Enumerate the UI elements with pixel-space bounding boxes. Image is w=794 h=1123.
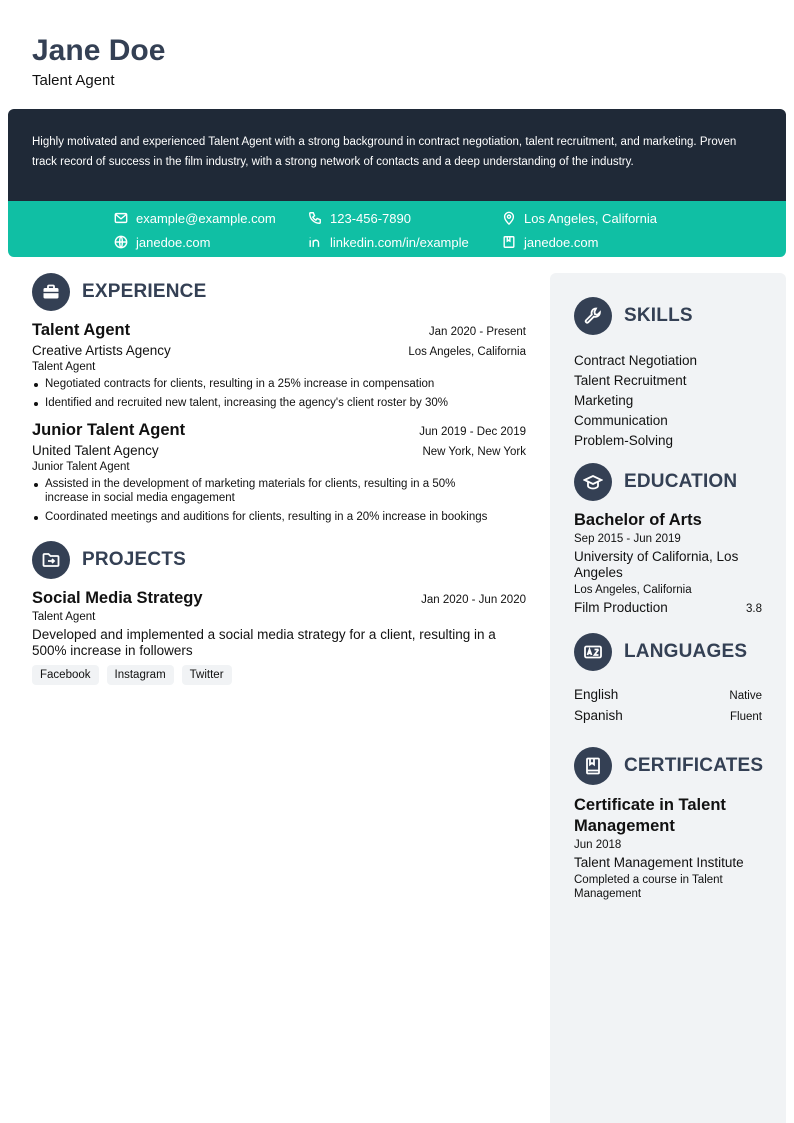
job-date: Jun 2019 - Dec 2019 <box>419 426 526 438</box>
skills-section-title: SKILLS <box>624 305 693 326</box>
project-tag: Twitter <box>182 665 232 685</box>
language-item <box>574 706 762 727</box>
experience-section-header <box>32 273 526 311</box>
contact-phone-text: 123-456-7890 <box>330 210 411 226</box>
education-field: Film Production <box>574 600 668 615</box>
project-tag: Facebook <box>32 665 99 685</box>
job-date: Jan 2020 - Present <box>428 326 526 338</box>
skill-item: Communication <box>574 413 668 428</box>
projects-section-title: PROJECTS <box>82 549 187 570</box>
job-bullet: Negotiated contracts for clients, resulting in a 25% increase in compensation <box>32 377 526 391</box>
skills-list <box>574 351 762 451</box>
wrench-icon <box>574 297 612 335</box>
contact-linkedin-text: linkedin.com/in/example <box>330 234 469 250</box>
job-bullet: Coordinated meetings and auditions for clients, resulting in a 20% increase in bookings <box>32 510 496 524</box>
project-role: Talent Agent <box>32 611 96 623</box>
project-title: Social Media Strategy <box>32 589 203 607</box>
mail-icon <box>114 211 128 225</box>
summary-text: Highly motivated and experienced Talent Agent with a strong background in contract negotiation, talent recruitment, and marketing. Proven track record of success in the film industry, with a strong network of contacts and a deep understanding of the industry. <box>32 136 737 168</box>
skill-item: Problem-Solving <box>574 433 674 448</box>
bookmark-book-icon <box>502 235 516 249</box>
job-bullets <box>32 477 496 524</box>
summary-panel <box>8 109 786 201</box>
certificate-issuer: Talent Management Institute <box>574 855 744 870</box>
skill-item: Marketing <box>574 393 634 408</box>
experience-entry <box>32 421 526 524</box>
contact-website[interactable] <box>114 233 210 251</box>
project-tags <box>32 665 526 685</box>
education-date: Sep 2015 - Jun 2019 <box>574 533 681 545</box>
briefcase-icon <box>32 273 70 311</box>
certificates-section-header <box>574 747 762 785</box>
globe-icon <box>114 235 128 249</box>
contact-phone[interactable] <box>308 209 411 227</box>
language-name: English <box>574 687 619 702</box>
contact-email[interactable] <box>114 209 276 227</box>
education-school: University of California, Los Angeles <box>574 549 739 580</box>
translate-icon <box>574 633 612 671</box>
education-section-title: EDUCATION <box>624 471 738 492</box>
contact-website-text: janedoe.com <box>136 234 211 250</box>
sidebar-column <box>550 273 786 1123</box>
map-pin-icon <box>502 211 516 225</box>
contact-location-text: Los Angeles, California <box>524 210 657 226</box>
job-bullet: Assisted in the development of marketing materials for clients, resulting in a 50% increase in social media engagement <box>32 477 496 505</box>
certificate-title: Certificate in Talent Management <box>574 796 726 835</box>
language-level: Native <box>729 690 762 702</box>
certificate-entry <box>574 795 762 901</box>
experience-section-title: EXPERIENCE <box>82 281 207 302</box>
folder-icon <box>32 541 70 579</box>
job-location: New York, New York <box>422 446 526 458</box>
languages-list <box>574 685 762 727</box>
skill-item: Talent Recruitment <box>574 373 687 388</box>
education-degree: Bachelor of Arts <box>574 511 702 529</box>
contact-portfolio[interactable] <box>502 233 598 251</box>
language-level: Fluent <box>730 711 762 723</box>
job-bullets <box>32 377 526 410</box>
resume-header <box>32 32 165 90</box>
certificate-date: Jun 2018 <box>574 839 622 851</box>
certificate-book-icon <box>574 747 612 785</box>
job-bullet: Identified and recruited new talent, increasing the agency's client roster by 30% <box>32 396 526 410</box>
languages-section-header <box>574 633 762 671</box>
education-entry <box>574 511 762 615</box>
education-gpa: 3.8 <box>746 603 762 615</box>
contact-email-text: example@example.com <box>136 210 276 226</box>
candidate-title: Talent Agent <box>32 72 115 89</box>
graduation-cap-icon <box>574 463 612 501</box>
contact-portfolio-text: janedoe.com <box>524 234 599 250</box>
projects-section-header <box>32 541 526 579</box>
language-name: Spanish <box>574 708 623 723</box>
job-company: United Talent Agency <box>32 443 159 458</box>
project-date: Jan 2020 - Jun 2020 <box>421 594 526 606</box>
education-section-header <box>574 463 762 501</box>
project-entry <box>32 589 526 685</box>
phone-icon <box>308 211 322 225</box>
project-tag: Instagram <box>107 665 174 685</box>
education-location: Los Angeles, California <box>574 584 692 596</box>
job-title: Junior Talent Agent <box>32 421 186 439</box>
job-company: Creative Artists Agency <box>32 343 171 358</box>
certificate-description: Completed a course in Talent Management <box>574 874 723 900</box>
skill-item: Contract Negotiation <box>574 353 698 368</box>
contact-location <box>502 209 657 227</box>
job-title: Talent Agent <box>32 321 131 339</box>
language-item <box>574 685 762 706</box>
languages-section-title: LANGUAGES <box>624 641 748 662</box>
job-location: Los Angeles, California <box>408 346 526 358</box>
linkedin-icon <box>308 235 322 249</box>
candidate-name: Jane Doe <box>32 34 166 67</box>
certificates-section-title: CERTIFICATES <box>624 755 764 776</box>
project-description: Developed and implemented a social media strategy for a client, resulting in a 500% increase in followers <box>32 627 496 658</box>
contact-linkedin[interactable] <box>308 233 469 251</box>
contact-bar <box>8 201 786 257</box>
main-column <box>32 273 526 685</box>
skills-section-header <box>574 297 762 335</box>
experience-entry <box>32 321 526 410</box>
job-role: Talent Agent <box>32 361 96 373</box>
job-role: Junior Talent Agent <box>32 461 130 473</box>
